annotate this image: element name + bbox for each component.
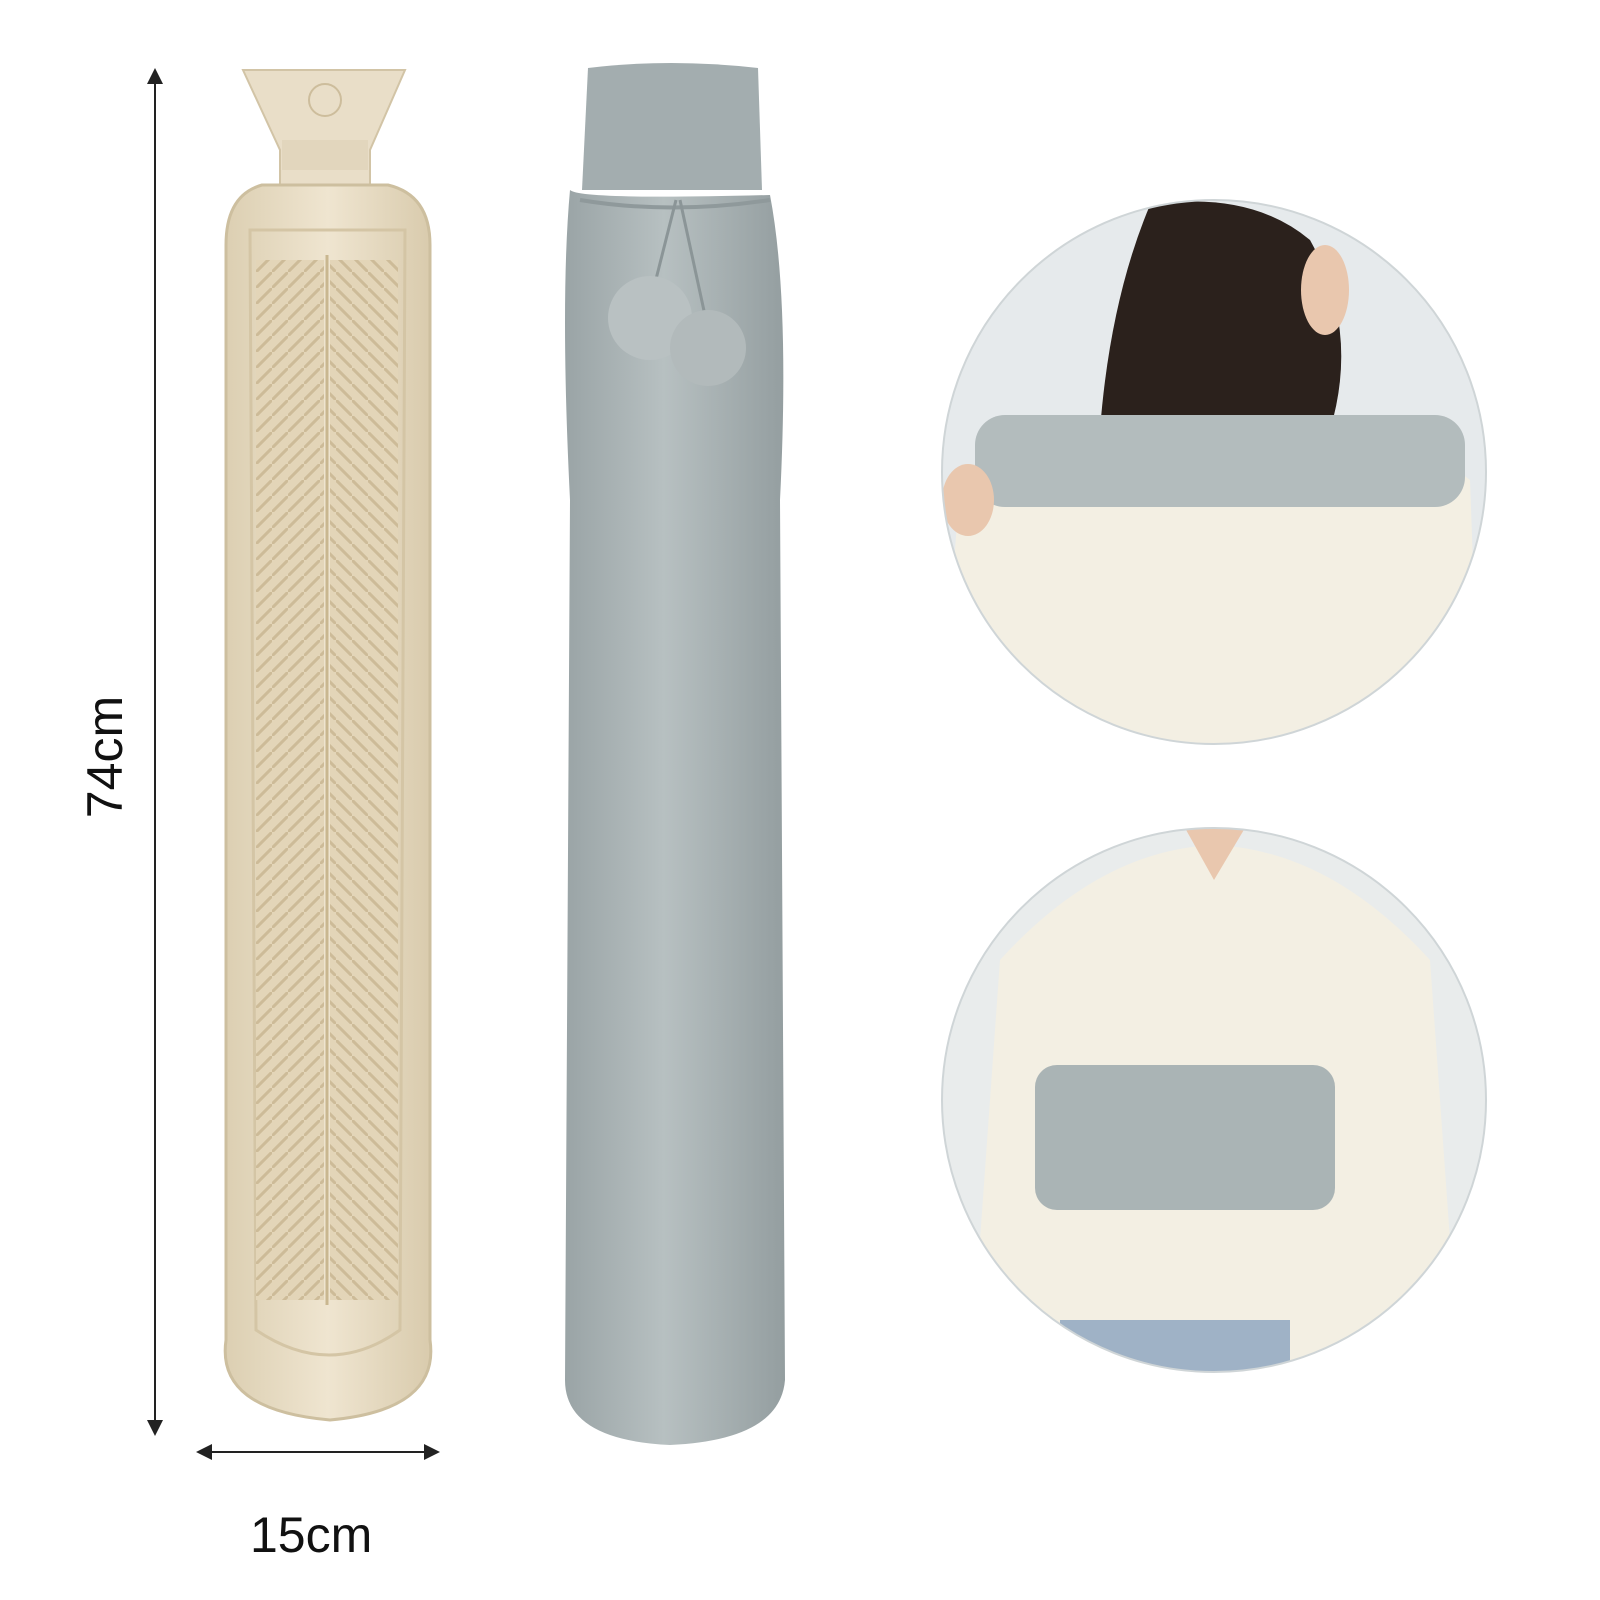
width-label: 15cm [250, 1507, 373, 1563]
pompom-right [670, 310, 746, 386]
bottle-ribs-left [256, 260, 324, 1300]
plush-wrap-waist [1035, 1065, 1335, 1210]
plush-wrap-shoulder [975, 415, 1465, 507]
rubber-hot-water-bottle [225, 70, 431, 1420]
plush-body [565, 190, 785, 1445]
waist-use-photo [940, 828, 1500, 1388]
face [1301, 245, 1349, 335]
width-dimension-arrow [196, 1444, 440, 1460]
shoulder-use-photo [940, 200, 1500, 760]
height-dimension-arrow [147, 68, 163, 1436]
bottle-ribs-right [330, 260, 398, 1300]
jeans [1060, 1320, 1290, 1380]
hand [942, 464, 994, 536]
plush-grey-cover [565, 63, 785, 1445]
height-label: 74cm [77, 695, 133, 819]
plush-collar [582, 63, 762, 190]
